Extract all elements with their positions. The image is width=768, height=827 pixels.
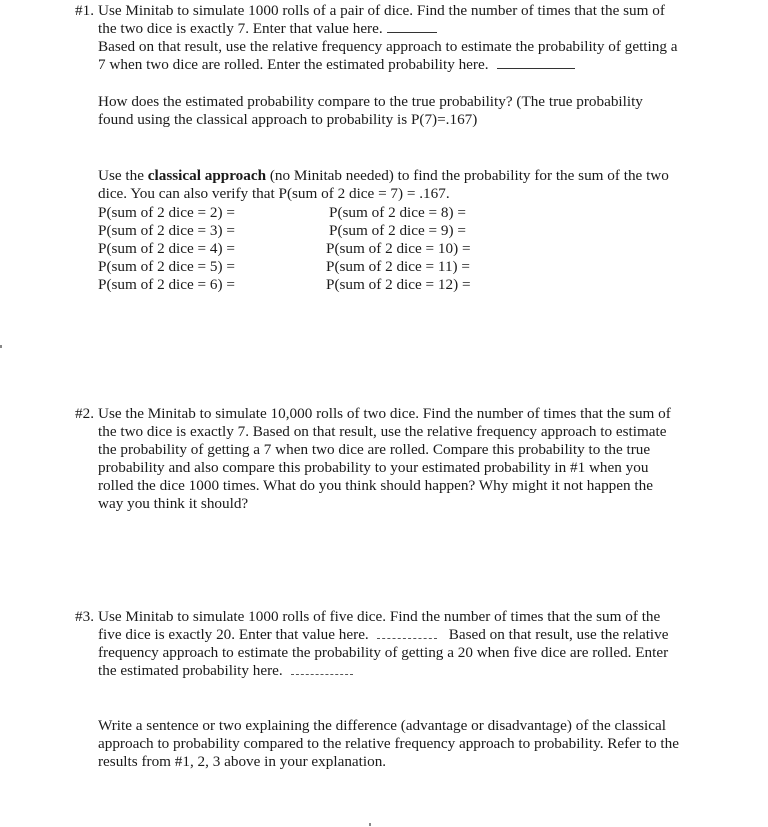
prob-sum-12: P(sum of 2 dice = 12) = (326, 276, 471, 293)
prob-sum-10: P(sum of 2 dice = 10) = (326, 240, 471, 257)
q3-count-answer-blank[interactable] (377, 626, 437, 639)
classical-intro-line-2: dice. You can also verify that P(sum of 2 dice = 7) = .167. (98, 185, 450, 202)
q1-compare-line-2: found using the classical approach to probability is P(7)=.167) (98, 111, 478, 128)
q1-compare-line-1: How does the estimated probability compare to the true probability? (The true probability (98, 93, 643, 110)
q2-line: way you think it should? (98, 495, 249, 512)
classical-approach-intro (98, 167, 718, 203)
classical-probability-list (98, 204, 518, 294)
q1-line-2: the two dice is exactly 7. Enter that value here. (98, 20, 725, 38)
prob-row (98, 240, 518, 258)
prob-sum-6: P(sum of 2 dice = 6) = (98, 276, 235, 293)
prob-sum-5: P(sum of 2 dice = 5) = (98, 258, 235, 275)
closing-line: results from #1, 2, 3 above in your explanation. (98, 753, 387, 770)
prob-row (98, 204, 518, 222)
closing-line: Write a sentence or two explaining the difference (advantage or disadvantage) of the classical (98, 717, 666, 734)
question-1 (75, 2, 725, 74)
prob-sum-11: P(sum of 2 dice = 11) = (326, 258, 470, 275)
q3-line-2: five dice is exactly 20. Enter that value here. Based on that result, use the relative (98, 626, 669, 643)
scan-speck (369, 823, 371, 826)
question-1-number: #1. (75, 2, 94, 19)
question-3-number: #3. (75, 608, 94, 625)
q2-line: probability and also compare this probability to your estimated probability in #1 when you (98, 459, 649, 476)
question-2 (75, 405, 725, 513)
closing-line: approach to probability compared to the relative frequency approach to probability. Refer to the (98, 735, 679, 752)
q3-probability-answer-blank[interactable] (291, 662, 353, 675)
q1-compare-question (98, 93, 718, 129)
q1-line-4: 7 when two dice are rolled. Enter the estimated probability here. (98, 56, 725, 74)
closing-question (98, 717, 738, 771)
q2-line: the probability of getting a 7 when two dice are rolled. Compare this probability to the true (98, 441, 651, 458)
prob-row (98, 222, 518, 240)
q2-line: rolled the dice 1000 times. What do you think should happen? Why might it not happen the (98, 477, 653, 494)
q2-line: Use the Minitab to simulate 10,000 rolls of two dice. Find the number of times that the sum of (98, 405, 671, 422)
question-3 (75, 608, 725, 680)
question-2-number: #2. (75, 405, 94, 422)
classical-approach-bold: classical approach (147, 167, 267, 184)
q1-probability-answer-blank[interactable] (497, 56, 575, 69)
q3-line-1: Use Minitab to simulate 1000 rolls of five dice. Find the number of times that the sum of the (98, 608, 661, 625)
q3-line-3: frequency approach to estimate the probability of getting a 20 when five dice are rolled. Enter (98, 644, 669, 661)
prob-row (98, 258, 518, 276)
q2-line: the two dice is exactly 7. Based on that result, use the relative frequency approach to estimate (98, 423, 667, 440)
scan-speck (0, 345, 2, 348)
prob-row (98, 276, 518, 294)
classical-intro-line-1: Use the classical approach (no Minitab needed) to find the probability for the sum of the two (98, 167, 669, 184)
q1-line-1: Use Minitab to simulate 1000 rolls of a pair of dice. Find the number of times that the sum of (98, 2, 665, 19)
prob-sum-4: P(sum of 2 dice = 4) = (98, 240, 235, 257)
prob-sum-2: P(sum of 2 dice = 2) = (98, 204, 235, 221)
prob-sum-9: P(sum of 2 dice = 9) = (329, 222, 466, 239)
prob-sum-3: P(sum of 2 dice = 3) = (98, 222, 235, 239)
q3-line-4: the estimated probability here. (98, 662, 725, 680)
prob-sum-8: P(sum of 2 dice = 8) = (329, 204, 466, 221)
q1-count-answer-blank[interactable] (387, 20, 437, 33)
q1-line-3: Based on that result, use the relative frequency approach to estimate the probability of getting a (98, 38, 678, 55)
